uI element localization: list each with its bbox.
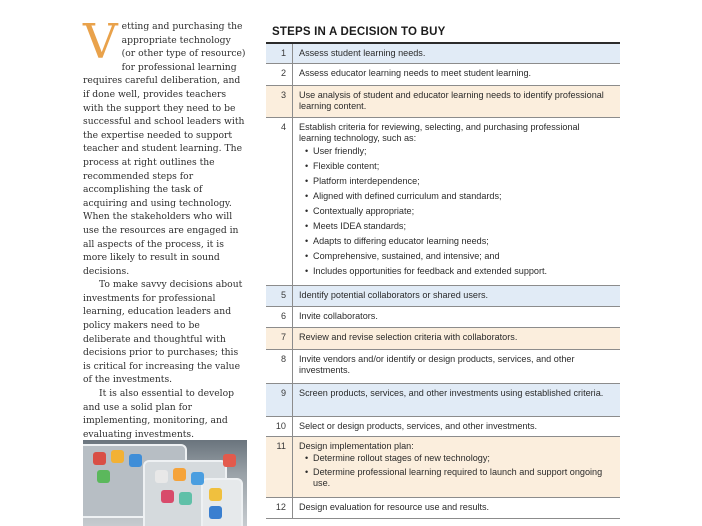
list-item: • Determine professional learning required to launch and support ongoing use. bbox=[305, 467, 614, 490]
step-number: 2 bbox=[266, 64, 293, 85]
list-item: • Meets IDEA standards; bbox=[305, 221, 614, 232]
step-text: Assess educator learning needs to meet student learning. bbox=[299, 68, 532, 78]
step-number: 6 bbox=[266, 307, 293, 327]
article-text bbox=[83, 14, 247, 441]
step-body bbox=[293, 118, 620, 285]
step-row bbox=[266, 350, 620, 384]
step-row bbox=[266, 44, 620, 64]
step-text: Design evaluation for resource use and results. bbox=[299, 502, 490, 512]
tablet-devices-photo bbox=[83, 440, 247, 526]
paragraph-3: It is also essential to develop and use a solid plan for implementing, monitoring, and evaluating investments. bbox=[83, 388, 235, 440]
list-item: • Adapts to differing educator learning needs; bbox=[305, 236, 614, 247]
step-text: Assess student learning needs. bbox=[299, 48, 426, 58]
step-text: Identify potential collaborators or shared users. bbox=[299, 290, 489, 300]
phone-image bbox=[201, 478, 243, 526]
criteria-list bbox=[299, 146, 614, 277]
app-icon bbox=[179, 492, 192, 505]
step-number: 8 bbox=[266, 350, 293, 383]
step-number: 11 bbox=[266, 437, 293, 497]
list-item: • Platform interdependence; bbox=[305, 176, 614, 187]
list-item: • Aligned with defined curriculum and standards; bbox=[305, 191, 614, 202]
app-icon bbox=[155, 470, 168, 483]
app-icon bbox=[209, 506, 222, 519]
drop-cap: V bbox=[83, 14, 118, 70]
step-number: 7 bbox=[266, 328, 293, 349]
app-icon bbox=[209, 488, 222, 501]
step-row bbox=[266, 384, 620, 417]
step-number: 3 bbox=[266, 86, 293, 117]
step-row bbox=[266, 118, 620, 286]
plan-list bbox=[299, 453, 614, 489]
step-text: Establish criteria for reviewing, selecting, and purchasing professional learning technology, such as: bbox=[299, 122, 580, 144]
step-text: Use analysis of student and educator learning needs to identify professional learning content. bbox=[299, 90, 604, 112]
step-row bbox=[266, 328, 620, 350]
app-icon bbox=[97, 470, 110, 483]
step-text: Review and revise selection criteria with collaborators. bbox=[299, 332, 518, 342]
step-number: 10 bbox=[266, 417, 293, 436]
app-icon bbox=[129, 454, 142, 467]
step-number: 4 bbox=[266, 118, 293, 285]
step-body bbox=[293, 437, 620, 497]
step-text: Screen products, services, and other investments using established criteria. bbox=[299, 388, 604, 398]
step-row bbox=[266, 307, 620, 328]
app-icon bbox=[173, 468, 186, 481]
table-title: STEPS IN A DECISION TO BUY bbox=[266, 23, 620, 44]
list-item: • Includes opportunities for feedback and extended support. bbox=[305, 266, 614, 277]
decision-steps-table bbox=[266, 23, 620, 519]
list-item: • Contextually appropriate; bbox=[305, 206, 614, 217]
app-icon bbox=[93, 452, 106, 465]
step-text: Design implementation plan: bbox=[299, 441, 414, 451]
list-item: • Flexible content; bbox=[305, 161, 614, 172]
app-icon bbox=[111, 450, 124, 463]
list-item: • Determine rollout stages of new technology; bbox=[305, 453, 614, 464]
paragraph-1-text: etting and purchasing the appropriate technology (or other type of resource) for professional learning requires careful deliberation, and if done well, provides teachers with the support they need to be successful and school leaders with the expertise needed to support teacher and student learning. The process at right outlines the recommended steps for accomplishing the task of acquiring and using technology. When the stakeholders who will use the resources are engaged in all aspects of the process, it is more likely to result in sound decisions. bbox=[83, 21, 246, 277]
step-row bbox=[266, 437, 620, 498]
step-row bbox=[266, 498, 620, 519]
step-text: Invite collaborators. bbox=[299, 311, 378, 321]
list-item: • Comprehensive, sustained, and intensive; and bbox=[305, 251, 614, 262]
step-number: 5 bbox=[266, 286, 293, 306]
app-icon bbox=[223, 454, 236, 467]
step-row bbox=[266, 86, 620, 118]
step-text: Invite vendors and/or identify or design products, services, and other investments. bbox=[299, 354, 575, 376]
step-number: 1 bbox=[266, 44, 293, 63]
step-text: Select or design products, services, and other investments. bbox=[299, 421, 538, 431]
list-item: • User friendly; bbox=[305, 146, 614, 157]
step-number: 9 bbox=[266, 384, 293, 416]
app-icon bbox=[191, 472, 204, 485]
paragraph-2: To make savvy decisions about investments for professional learning, education leaders and policy makers need to be deliberate and thoughtful with decisions prior to purchases; this is critical for increasing the value of the investments. bbox=[83, 279, 243, 386]
app-icon bbox=[161, 490, 174, 503]
step-row bbox=[266, 286, 620, 307]
step-row bbox=[266, 417, 620, 437]
paragraph-1 bbox=[83, 14, 247, 278]
step-row bbox=[266, 64, 620, 86]
step-number: 12 bbox=[266, 498, 293, 518]
